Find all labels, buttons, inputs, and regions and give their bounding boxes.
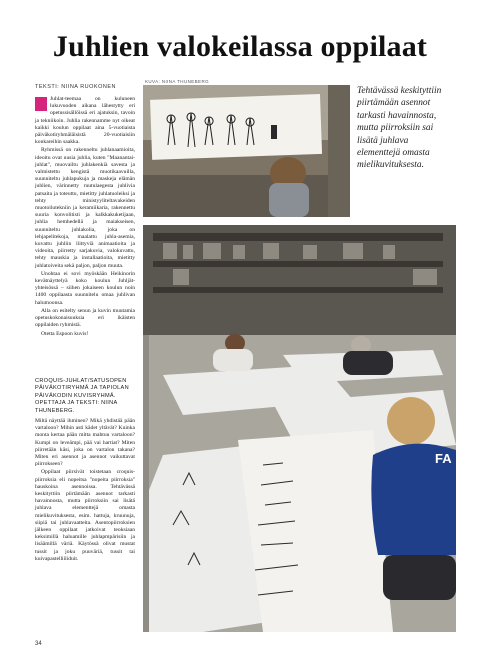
photo-illustration (143, 85, 350, 217)
body-text (35, 418, 135, 564)
drop-cap-block (35, 97, 47, 111)
body-paragraph: Oppilaat piirsivät toistetaan croquis-piirroksia eli nopeitsa "nopeita piirroksia" hauskoina asennoissa. Tehtävässä keskityttiin piirtämään asennot tarkasti havainnosta, mutta piirroksiin sai lisätä juhlava elementtejä omasta mielikuvituksesta, esim. hattuja, kruunuja, siipiä tai juhlavaatteita. Asentopiirroksien jälkeen oppilaat jatkoivat teoksiaan keksimillä haluamille juhlapmpärisiin ja lisäämillä väriä. Käytössä olivat mustat tussit ja joku puuväriä, tussit tai kuivapastelliiliduit. (35, 469, 135, 562)
pull-quote: Tehtävässä keskityttiin piirtämään asennot tarkasti havainnosta, mutta piirroksiin sai lisätä juhlava elementtejä omasta mielikuvituksesta. (357, 86, 442, 171)
intro-text (35, 96, 135, 339)
byline: TEKSTI: NIINA RUOKONEN (35, 84, 116, 90)
intro-paragraph: Unohtaa ei sovi myöskään Heikinorin kevätnäyttelyä koko koulun Juhljät-yhteisössä – siihen jokaiseen koulun noin 1400 oppilaasta suunnitelu omaa juhlivan halumoonsa. (35, 270, 135, 306)
body-paragraph: Miltä näyttää ihminen? Mikä yhdistää pään vartaloon? Mihin asti kädet yltävät? Kuinka monta kertaa pään mitta mahtuu vartaloon? Kumpi on leveämpi, pää vai hartiat? Miten piirretään käsi, joka on vartalon takana? Miten eri asennot ja asennot vaikuttavat piirrokseen? (35, 418, 135, 468)
photo-credit: KUVA: NIINA THUNEBERG (145, 79, 209, 84)
intro-paragraph: Otetta Espoon kuvis! (41, 330, 89, 337)
intro-paragraph: Ryhmissä on rakenneltu juhlanaamioita, ideoitu ovat uusia juhlia, kuten "Maanantai-juhlat", muovailtu juhlakenkiä savesta ja valmistettu kengistä muotikaavuilla, suunniteltu juhlapukuja ja maskeja elämän juhlien, värinnetty ruutulaegesta juhlivia patsaita ja toteuttu, mietitty juhlatuoleiksi ja tehty ministyyliteltavakeiden muotoilutekniin ja keramiikaria, rakennettu suuria konvolitisti ja kalkkakuketijaan, juhlia hemhedellä ja maiakseisen, suunniteltu juhlakolia, joka on lehjapelitekoja, maalattu juhla-asemia, kuvattu juhliin liittyviä animaatioita ja videoita, piirretty sarjakuvia, valokuvattu, tehty mauskia ja installaatioita, mietitty juhlatoiveita sekä paljon, paljon muuta. (35, 147, 135, 269)
intro-paragraph: Alla on esitelty senun ja kuvin muutamia opetuskokonaisuuksia eri ikäisten oppilaiden ryhmistä. (35, 307, 135, 329)
jersey-lettering: FA (435, 451, 452, 466)
intro-paragraph: Juhlat-teemaa on kuluneen lukuvuoden aikana lähestytty eri opetussisällöissä eri ajatuksin, tavoin ja tekniikoin. Juhlia rakennamme nyt oikeat kaikki koulun oppilaat aina 5-vuotiaista päiväkotiryhmäläisistä 20-vuotiaisiin konkareihin saakka. (35, 96, 135, 146)
photo-child-drawing-closeup (143, 85, 350, 217)
article-title: Juhlien valokeilassa oppilaat (52, 30, 428, 63)
photo-classroom-floor-drawing (143, 225, 456, 632)
page-number: 34 (35, 641, 42, 647)
photo-illustration (143, 225, 456, 632)
section-heading: CROQUIS-JUHLAT/SATUSOPEN PÄIVÄKOTIRYHMÄ JA TAPIOLAN PÄIVÄKODIN KUVISRYHMÄ. OPETTAJA JA TEKSTI: NIINA THUNEBERG. (35, 378, 129, 414)
